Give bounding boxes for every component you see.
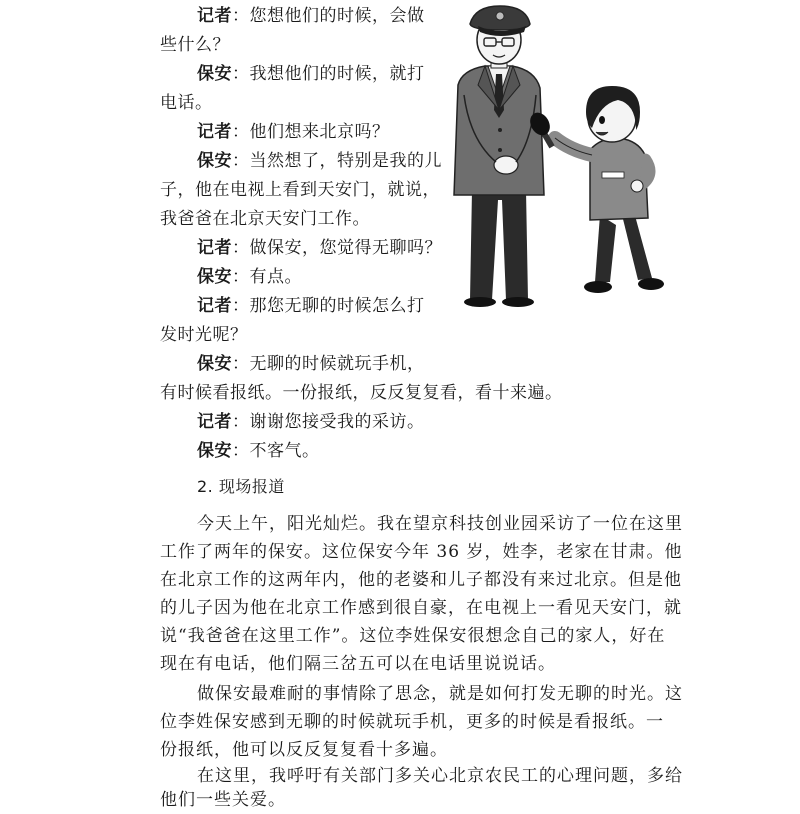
paragraph-line: 他们一些关爱。 bbox=[160, 790, 286, 810]
dialogue-line: 保安：无聊的时候就玩手机， bbox=[197, 354, 425, 374]
dialogue-line: 记者：您想他们的时候，会做 bbox=[197, 6, 425, 26]
dialogue-line: 保安：当然想了，特别是我的儿 bbox=[197, 151, 442, 171]
dialogue-line: 有时候看报纸。一份报纸，反反复复看，看十来遍。 bbox=[160, 383, 563, 403]
dialogue-line: 子，他在电视上看到天安门，就说， bbox=[160, 180, 440, 200]
dialogue-line: 发时光呢？ bbox=[160, 325, 248, 345]
paragraph-line: 做保安最难耐的事情除了思念，就是如何打发无聊的时光。这 bbox=[197, 684, 683, 704]
paragraph-line: 工作了两年的保安。这位保安今年 36 岁，姓李，老家在甘肃。他 bbox=[160, 542, 683, 562]
dialogue-line: 些什么？ bbox=[160, 35, 230, 55]
dialogue-line: 记者：那您无聊的时候怎么打 bbox=[197, 296, 425, 316]
section-heading: 2. 现场报道 bbox=[197, 477, 285, 496]
dialogue-line: 我爸爸在北京天安门工作。 bbox=[160, 209, 370, 229]
dialogue-line: 记者：做保安，您觉得无聊吗？ bbox=[197, 238, 442, 258]
dialogue-line: 记者：他们想来北京吗？ bbox=[197, 122, 390, 142]
paragraph-line: 现在有电话，他们隔三岔五可以在电话里说说话。 bbox=[160, 654, 556, 674]
dialogue-line: 保安：有点。 bbox=[197, 267, 302, 287]
paragraph-line: 在北京工作的这两年内，他的老婆和儿子都没有来过北京。但是他 bbox=[160, 570, 682, 590]
paragraph-line: 的儿子因为他在北京工作感到很自豪，在电视上一看见天安门，就 bbox=[160, 598, 682, 618]
paragraph-line: 份报纸，他可以反反复复看十多遍。 bbox=[160, 740, 448, 760]
paragraph-line: 说“我爸爸在这里工作”。这位李姓保安很想念自己的家人，好在 bbox=[160, 626, 666, 646]
dialogue-line: 保安：我想他们的时候，就打 bbox=[197, 64, 425, 84]
dialogue-line: 记者：谢谢您接受我的采访。 bbox=[197, 412, 425, 432]
paragraph-line: 位李姓保安感到无聊的时候就玩手机，更多的时候是看报纸。一 bbox=[160, 712, 664, 732]
security-guard-figure bbox=[454, 6, 544, 307]
paragraph-line: 在这里，我呼吁有关部门多关心北京农民工的心理问题，多给 bbox=[197, 766, 683, 786]
dialogue-line: 保安：不客气。 bbox=[197, 441, 320, 461]
child-reporter-figure bbox=[526, 86, 664, 293]
guard-and-child-reporter-illustration bbox=[440, 0, 680, 310]
dialogue-line: 电话。 bbox=[160, 93, 213, 113]
paragraph-line: 今天上午，阳光灿烂。我在望京科技创业园采访了一位在这里 bbox=[197, 514, 683, 534]
